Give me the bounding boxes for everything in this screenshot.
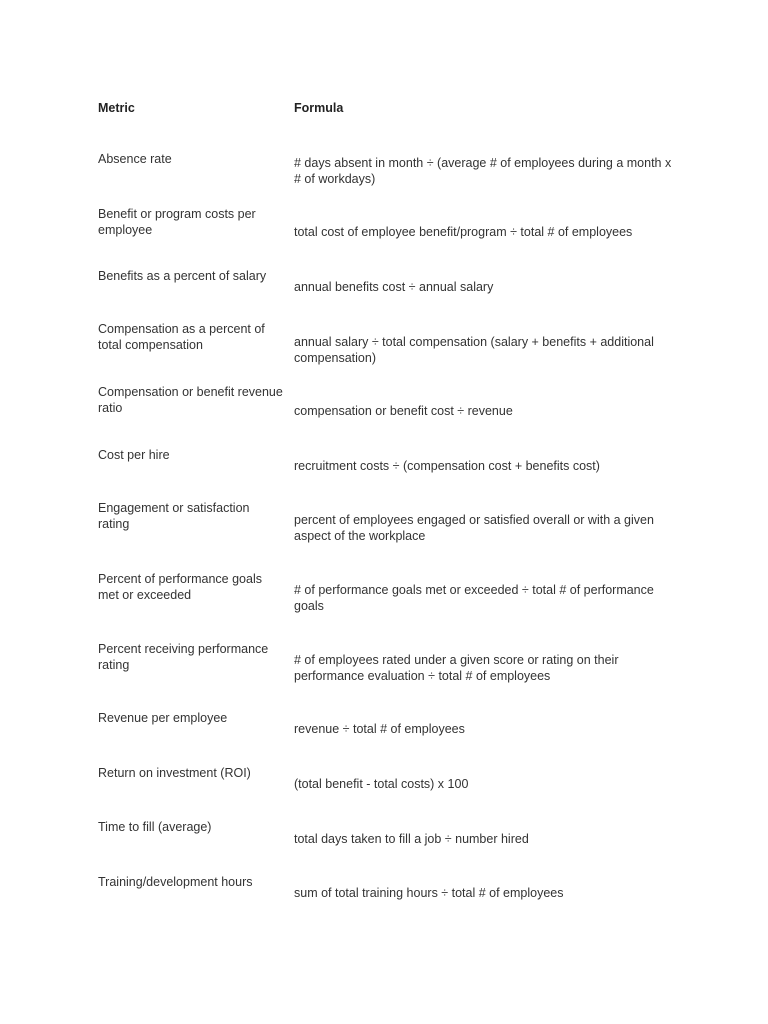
metric-cell: Benefits as a percent of salary	[98, 269, 267, 283]
formula-cell: (total benefit - total costs) x 100	[294, 777, 469, 791]
metric-cell: Time to fill (average)	[98, 820, 212, 834]
formula-cell: percent of employees engaged or satisfied overall or with a given aspect of the workplace	[294, 513, 658, 543]
formula-cell: annual benefits cost ÷ annual salary	[294, 280, 494, 294]
metric-column-header: Metric	[98, 101, 135, 115]
formula-cell: # days absent in month ÷ (average # of employees during a month x # of workdays)	[294, 156, 679, 186]
formula-cell: compensation or benefit cost ÷ revenue	[294, 404, 513, 418]
metric-cell: Compensation as a percent of total compensation	[98, 322, 269, 352]
formula-column-header: Formula	[294, 101, 344, 115]
formula-cell: recruitment costs ÷ (compensation cost + benefits cost)	[294, 459, 600, 473]
metric-cell: Absence rate	[98, 152, 172, 166]
formula-cell: sum of total training hours ÷ total # of employees	[294, 886, 564, 900]
formula-cell: # of performance goals met or exceeded ÷ total # of performance goals	[294, 583, 658, 613]
metric-cell: Cost per hire	[98, 448, 170, 462]
metric-cell: Training/development hours	[98, 875, 253, 889]
metric-cell: Percent of performance goals met or exceeded	[98, 572, 266, 602]
formula-cell: total days taken to fill a job ÷ number hired	[294, 832, 529, 846]
metric-cell: Return on investment (ROI)	[98, 766, 251, 780]
formula-cell: annual salary ÷ total compensation (salary + benefits + additional compensation)	[294, 335, 658, 365]
metric-cell: Compensation or benefit revenue ratio	[98, 385, 287, 415]
metric-cell: Engagement or satisfaction rating	[98, 501, 253, 531]
formula-cell: # of employees rated under a given score or rating on their performance evaluation ÷ total # of employees	[294, 653, 622, 683]
formula-cell: total cost of employee benefit/program ÷ total # of employees	[294, 225, 633, 239]
metric-cell: Revenue per employee	[98, 711, 228, 725]
formula-cell: revenue ÷ total # of employees	[294, 722, 465, 736]
metric-cell: Benefit or program costs per employee	[98, 207, 260, 237]
metric-cell: Percent receiving performance rating	[98, 642, 272, 672]
